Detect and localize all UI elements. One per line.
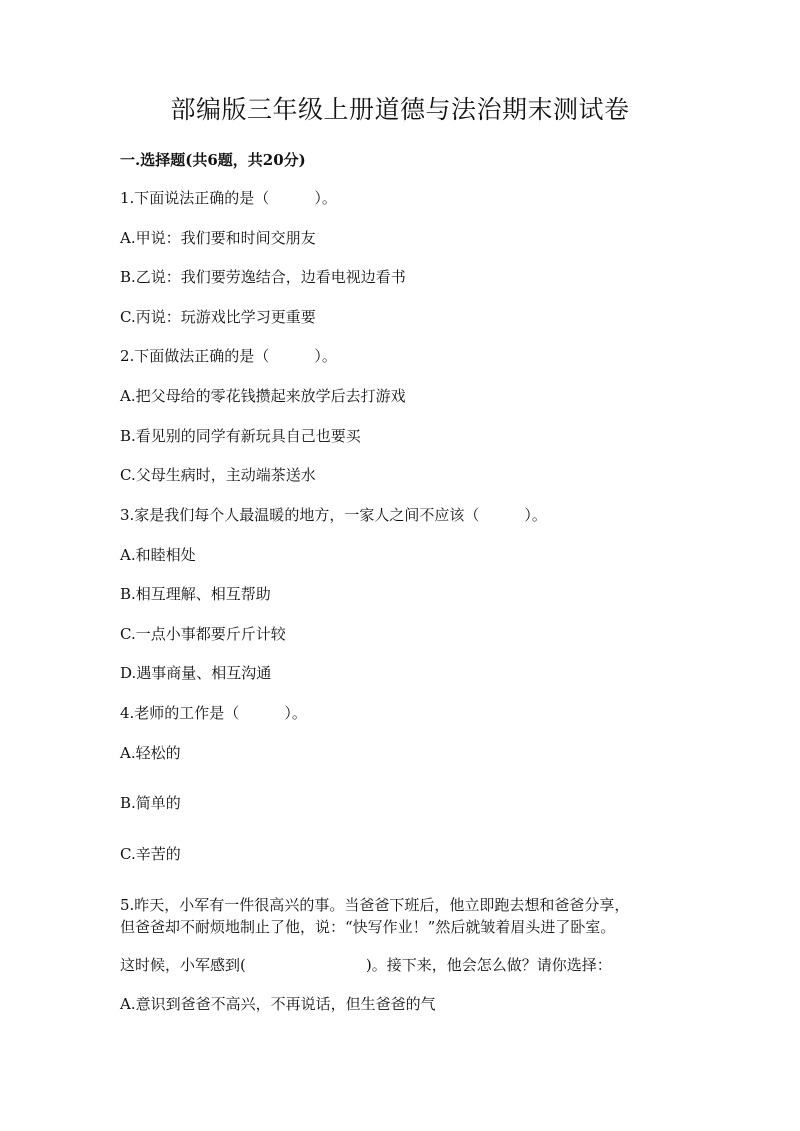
question-5-stem-line-1: 5.昨天，小军有一件很高兴的事。当爸爸下班后，他立即跑去想和爸爸分享， — [120, 896, 630, 914]
question-4-option-a: A.轻松的 — [120, 744, 181, 762]
question-5-option-a: A.意识到爸爸不高兴，不再说话，但生爸爸的气 — [120, 995, 436, 1013]
question-3-option-b: B.相互理解、相互帮助 — [120, 585, 271, 603]
question-5-stem-line-3: 这时候，小军感到( )。接下来，他会怎么做？请你选择： — [120, 956, 612, 974]
question-2-option-a: A.把父母给的零花钱攒起来放学后去打游戏 — [120, 387, 406, 405]
page-title: 部编版三年级上册道德与法治期末测试卷 — [170, 95, 630, 124]
question-4-option-c: C.辛苦的 — [120, 845, 181, 863]
question-4-option-b: B.简单的 — [120, 794, 181, 812]
question-2-stem: 2.下面做法正确的是（ ）。 — [120, 347, 337, 365]
question-4-stem: 4.老师的工作是（ ）。 — [120, 704, 307, 722]
question-3-option-c: C.一点小事都要斤斤计较 — [120, 625, 286, 643]
question-1-stem: 1.下面说法正确的是（ ）。 — [120, 189, 337, 207]
question-1-option-b: B.乙说：我们要劳逸结合，边看电视边看书 — [120, 268, 406, 286]
question-1-option-a: A.甲说：我们要和时间交朋友 — [120, 229, 316, 247]
question-2-option-c: C.父母生病时，主动端茶送水 — [120, 466, 316, 484]
section-heading: 一.选择题(共6题，共20分) — [120, 151, 306, 169]
question-3-option-d: D.遇事商量、相互沟通 — [120, 664, 272, 682]
question-3-option-a: A.和睦相处 — [120, 546, 196, 564]
question-2-option-b: B.看见别的同学有新玩具自己也要买 — [120, 427, 361, 445]
question-5-stem-line-2: 但爸爸却不耐烦地制止了他，说：“快写作业！”然后就皱着眉头进了卧室。 — [120, 918, 616, 936]
question-3-stem: 3.家是我们每个人最温暖的地方，一家人之间不应该（ ）。 — [120, 506, 547, 524]
question-1-option-c: C.丙说：玩游戏比学习更重要 — [120, 308, 316, 326]
